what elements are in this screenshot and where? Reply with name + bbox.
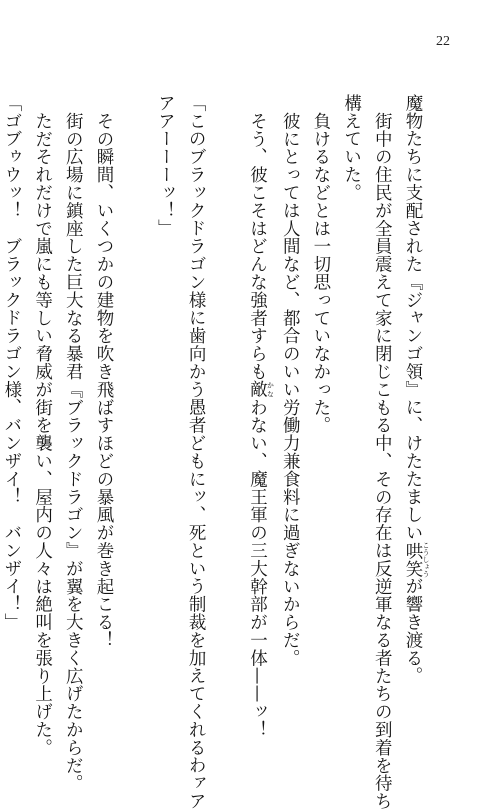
text-line-content: 魔物たちに支配された『ジャンゴ領』に、けたたましい [403,94,423,542]
ruby-base: 敵 [247,380,268,398]
text-line-content: 「ゴブゥウッ！ ブラックドラゴン様、バンザイ！ バンザイ！」 [1,94,22,631]
text-line [88,94,119,654]
ruby-reading: かな [266,380,275,398]
text-line [27,94,58,756]
text-line-content: 彼にとっては人間など、都合のいい労働力兼食料に過ぎないからだ。 [280,111,301,667]
text-line [305,94,336,654]
text-line-content: ただそれだけで嵐にも等しい脅威が街を襲い、屋内の人々は絶叫を張り上げた。 [32,111,53,756]
text-line-content: 「このブラックドラゴン様に歯向かう愚者どもにッ、死という制裁を加えてくれるわァア [186,94,207,810]
text-line [180,94,211,810]
text-line-content: わない、魔王軍の三大幹部が一体——ッ！ [247,397,268,739]
text-line-content: そう、彼こそはどんな強者すらも [247,111,268,380]
text-line [0,94,27,654]
blank-line [211,94,242,654]
blank-line [119,94,150,654]
ruby-annotation [403,541,430,578]
text-line [58,94,89,792]
text-line [274,94,305,667]
ruby-annotation [247,380,275,398]
ruby-base: 哄笑 [403,541,423,578]
vertical-text-body [0,94,430,810]
text-line-content: が響き渡る。 [403,577,423,685]
text-line-content: 負けるなどとは一切思っていなかった。 [310,111,331,434]
text-line-content: 街の広場に鎮座した巨大なる暴君『ブラックドラゴン』が翼を大きく広げたからだ。 [63,111,84,792]
text-line-content: 街中の住民が全員震えて家に閉じこもる中、その存在は反逆軍なる者たちの到着を待ち [372,111,393,810]
page-number: 22 [436,34,450,49]
text-line-content: 構えていた。 [341,94,362,202]
text-line [397,94,430,685]
text-line [367,94,398,810]
text-line [150,94,181,654]
text-line [242,94,275,739]
text-line-content: アアーーーッ！」 [155,94,176,238]
ruby-reading: こうしょう [422,541,430,578]
text-line-content: その瞬間、いくつかの建物を吹き飛ばすほどの暴風が巻き起こる！ [94,111,114,649]
text-line [336,94,367,654]
